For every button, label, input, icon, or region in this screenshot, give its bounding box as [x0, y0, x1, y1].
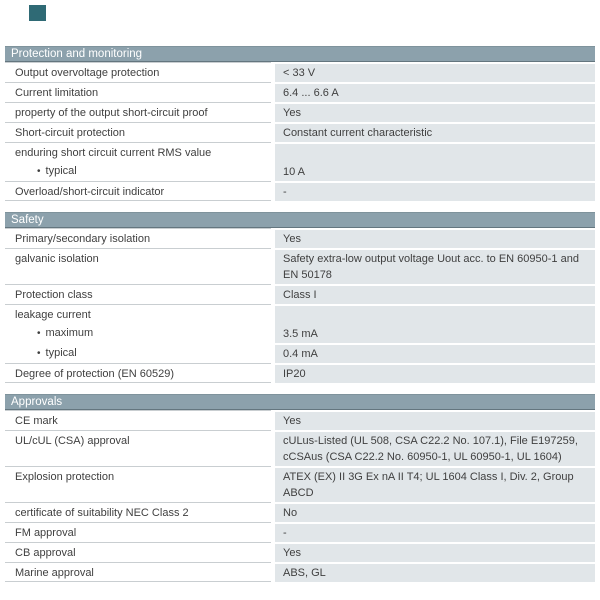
table-row: [5, 363, 595, 383]
table-row: [5, 343, 595, 363]
row-label: Short-circuit protection: [5, 122, 271, 142]
row-label-text: typical: [45, 165, 77, 177]
table-row: [5, 430, 595, 466]
brand-square-icon: [29, 5, 46, 21]
row-value: [275, 304, 595, 323]
row-label: Overload/short-circuit indicator: [5, 181, 271, 201]
row-label: FM approval: [5, 522, 271, 542]
row-label: Degree of protection (EN 60529): [5, 363, 271, 383]
row-label: [5, 323, 271, 343]
row-label: [5, 343, 271, 363]
bullet-icon: •: [37, 166, 41, 177]
table-row: [5, 304, 595, 323]
row-label-text: typical: [45, 347, 77, 359]
table-row: [5, 466, 595, 502]
row-value: < 33 V: [275, 62, 595, 82]
row-value: No: [275, 502, 595, 522]
table-row: [5, 522, 595, 542]
table-row: [5, 161, 595, 181]
table-row: [5, 228, 595, 248]
bullet-icon: •: [37, 348, 41, 359]
row-label: UL/cUL (CSA) approval: [5, 430, 271, 466]
row-label: Output overvoltage protection: [5, 62, 271, 82]
row-label: [5, 161, 271, 181]
row-label: certificate of suitability NEC Class 2: [5, 502, 271, 522]
table-row: [5, 82, 595, 102]
row-label: Protection class: [5, 284, 271, 304]
row-label-text: maximum: [45, 327, 94, 339]
table-row: [5, 562, 595, 582]
row-value: Yes: [275, 410, 595, 430]
row-value: -: [275, 522, 595, 542]
section-header: Approvals: [5, 394, 595, 410]
row-value: Yes: [275, 228, 595, 248]
row-value: ATEX (EX) II 3G Ex nA II T4; UL 1604 Class I, Div. 2, Group ABCD: [275, 466, 595, 502]
table-row: [5, 248, 595, 284]
row-label: CE mark: [5, 410, 271, 430]
table-row: [5, 284, 595, 304]
row-label: Current limitation: [5, 82, 271, 102]
section-header: Safety: [5, 212, 595, 228]
table-row: [5, 181, 595, 201]
row-value: cULus-Listed (UL 508, CSA C22.2 No. 107.1), File E197259, cCSAus (CSA C22.2 No. 60950-1, UL 60950-1, UL 1604): [275, 430, 595, 466]
table-section: [5, 394, 595, 582]
row-value: Constant current characteristic: [275, 122, 595, 142]
row-value: Yes: [275, 542, 595, 562]
row-label: leakage current: [5, 304, 271, 323]
row-label: Marine approval: [5, 562, 271, 582]
row-label: property of the output short-circuit proof: [5, 102, 271, 122]
table-row: [5, 323, 595, 343]
row-label: CB approval: [5, 542, 271, 562]
row-label: galvanic isolation: [5, 248, 271, 284]
row-value: Safety extra-low output voltage Uout acc. to EN 60950-1 and EN 50178: [275, 248, 595, 284]
table-row: [5, 502, 595, 522]
row-value: 6.4 ... 6.6 A: [275, 82, 595, 102]
table-section: [5, 212, 595, 383]
table-row: [5, 102, 595, 122]
table-section: [5, 46, 595, 201]
row-label: Explosion protection: [5, 466, 271, 502]
row-value: 0.4 mA: [275, 343, 595, 363]
table-row: [5, 142, 595, 161]
bullet-icon: •: [37, 328, 41, 339]
row-value: [275, 142, 595, 161]
spec-table: [5, 46, 595, 593]
table-row: [5, 542, 595, 562]
row-value: ABS, GL: [275, 562, 595, 582]
row-value: Class I: [275, 284, 595, 304]
row-value: 10 A: [275, 161, 595, 181]
table-row: [5, 410, 595, 430]
table-row: [5, 62, 595, 82]
row-value: Yes: [275, 102, 595, 122]
row-label: Primary/secondary isolation: [5, 228, 271, 248]
section-header: Protection and monitoring: [5, 46, 595, 62]
row-value: 3.5 mA: [275, 323, 595, 343]
row-value: -: [275, 181, 595, 201]
row-label: enduring short circuit current RMS value: [5, 142, 271, 161]
row-value: IP20: [275, 363, 595, 383]
table-row: [5, 122, 595, 142]
